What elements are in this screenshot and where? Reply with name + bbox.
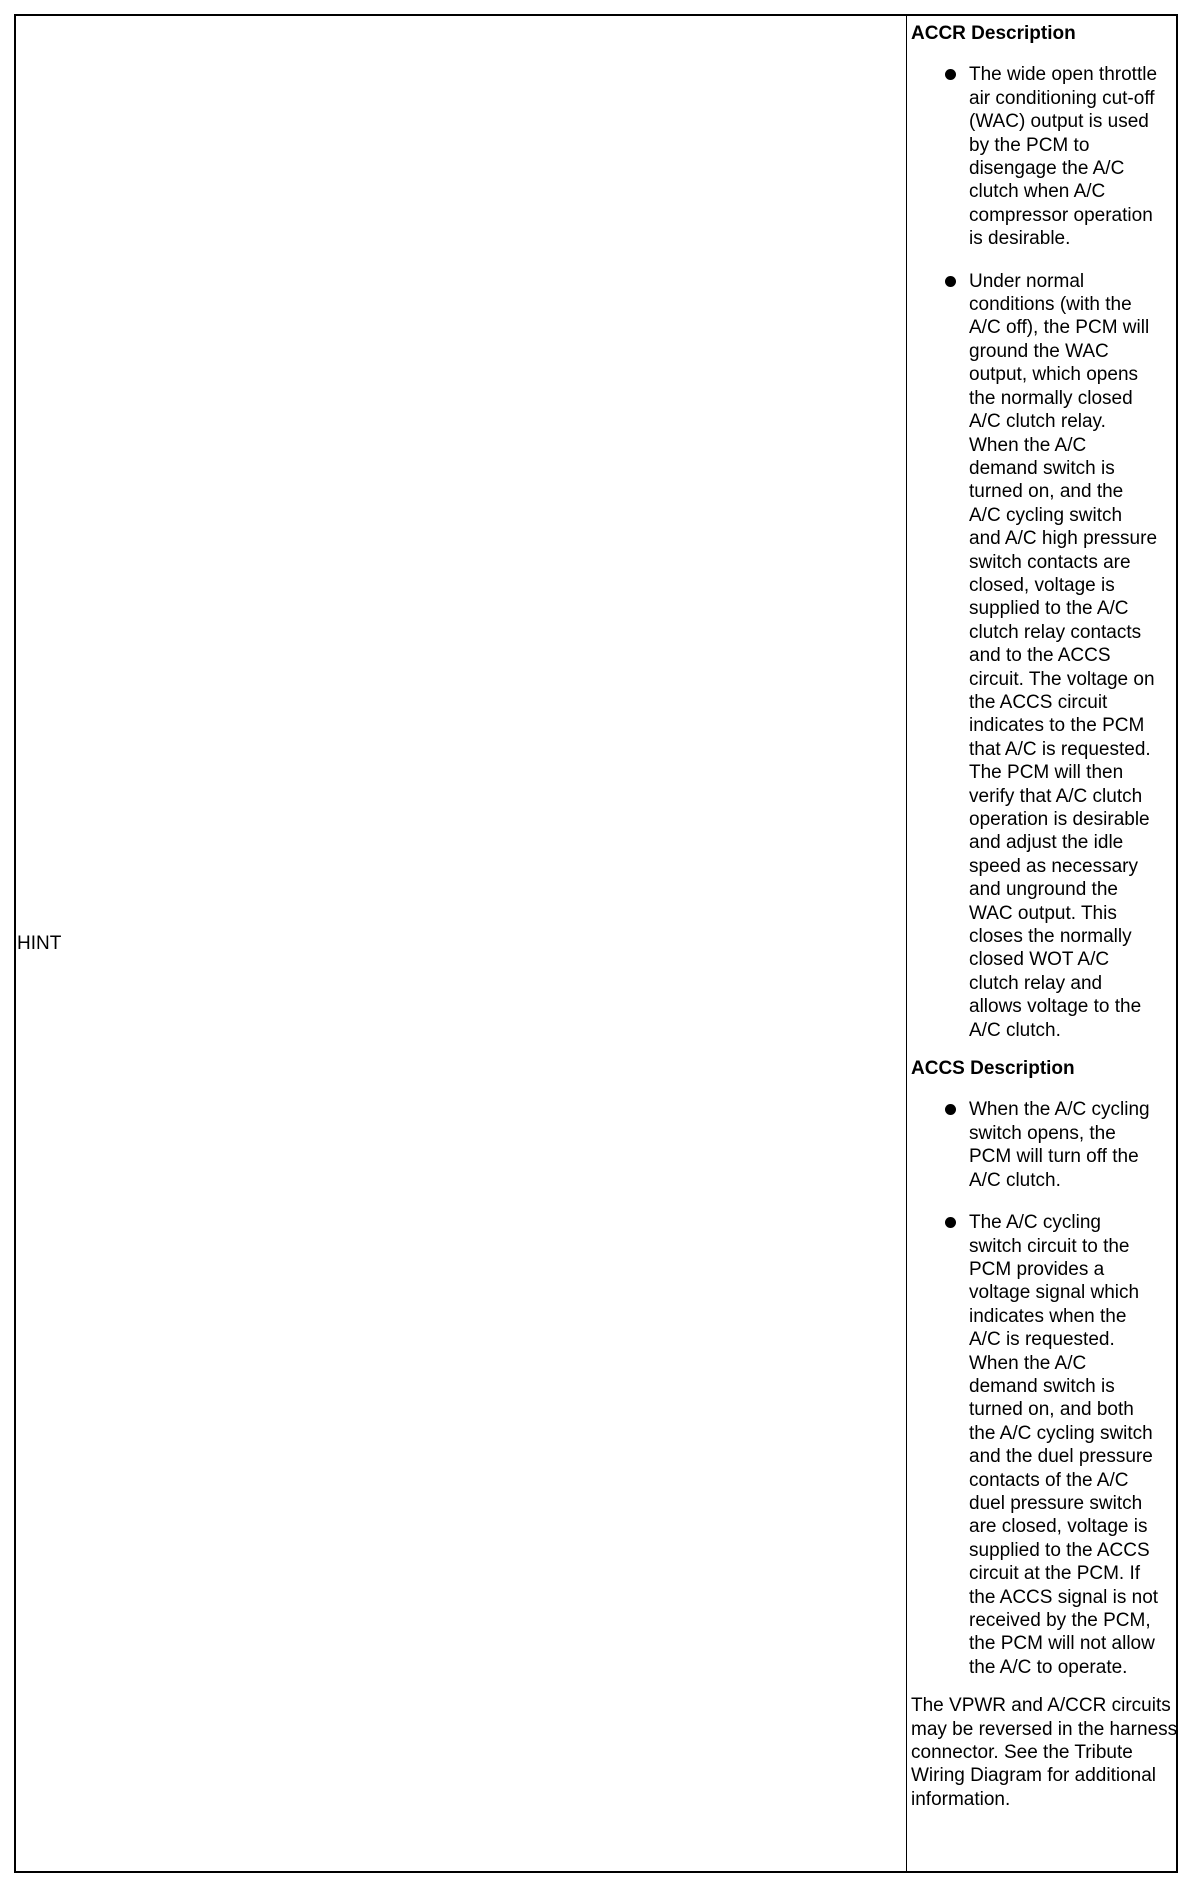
accs-bullet-text-2: The A/C cycling switch circuit to the PCM provides a voltage signal which indicates when the A/C is requested. When the A/C demand switch is turned on, and both the A/C cycling switch and the duel pressure contacts of the A/C duel pressure switch are closed, voltage is supplied to the ACCS circuit at the PCM. If the ACCS signal is not received by the PCM, the PCM will not allow the A/C to operate. — [969, 1212, 1159, 1678]
bullet-icon — [945, 1217, 956, 1228]
accr-bullet-text-1: The wide open throttle air conditioning cut-off (WAC) output is used by the PCM to disengage the A/C clutch when A/C compressor operation is desirable. — [969, 64, 1158, 250]
hint-table — [14, 14, 1178, 1873]
list-item — [909, 63, 1159, 250]
list-item — [909, 1098, 1159, 1192]
hint-cell — [16, 16, 906, 1871]
description-cell — [909, 16, 1179, 1871]
list-item — [909, 1211, 1159, 1679]
accs-bullet-text-1: When the A/C cycling switch opens, the PCM will turn off the A/C clutch. — [969, 1099, 1150, 1191]
accs-description-heading: ACCS Description — [911, 1058, 1075, 1080]
accr-description-heading: ACCR Description — [911, 23, 1076, 44]
bullet-icon — [945, 276, 956, 287]
bullet-icon — [945, 1104, 956, 1115]
wiring-note: The VPWR and A/CCR circuits may be reversed in the harness connector. See the Tribute Wiring Diagram for additional information. — [911, 1695, 1178, 1810]
accs-bullet-list — [909, 1098, 1179, 1679]
hint-label: HINT — [17, 933, 62, 954]
accr-bullet-list — [909, 63, 1179, 1042]
column-divider — [906, 16, 907, 1871]
accr-bullet-text-2: Under normal conditions (with the A/C off), the PCM will ground the WAC output, which opens the normally closed A/C clutch relay. When the A/C demand switch is turned on, and the A/C cycling switch and A/C high pressure switch contacts are closed, voltage is supplied to the A/C clutch relay contacts and to the ACCS circuit. The voltage on the ACCS circuit indicates to the PCM that A/C is requested. The PCM will then verify that A/C clutch operation is desirable and adjust the idle speed as necessary and unground the WAC output. This closes the normally closed WOT A/C clutch relay and allows voltage to the A/C clutch. — [969, 270, 1158, 1041]
bullet-icon — [945, 69, 956, 80]
list-item — [909, 270, 1159, 1042]
